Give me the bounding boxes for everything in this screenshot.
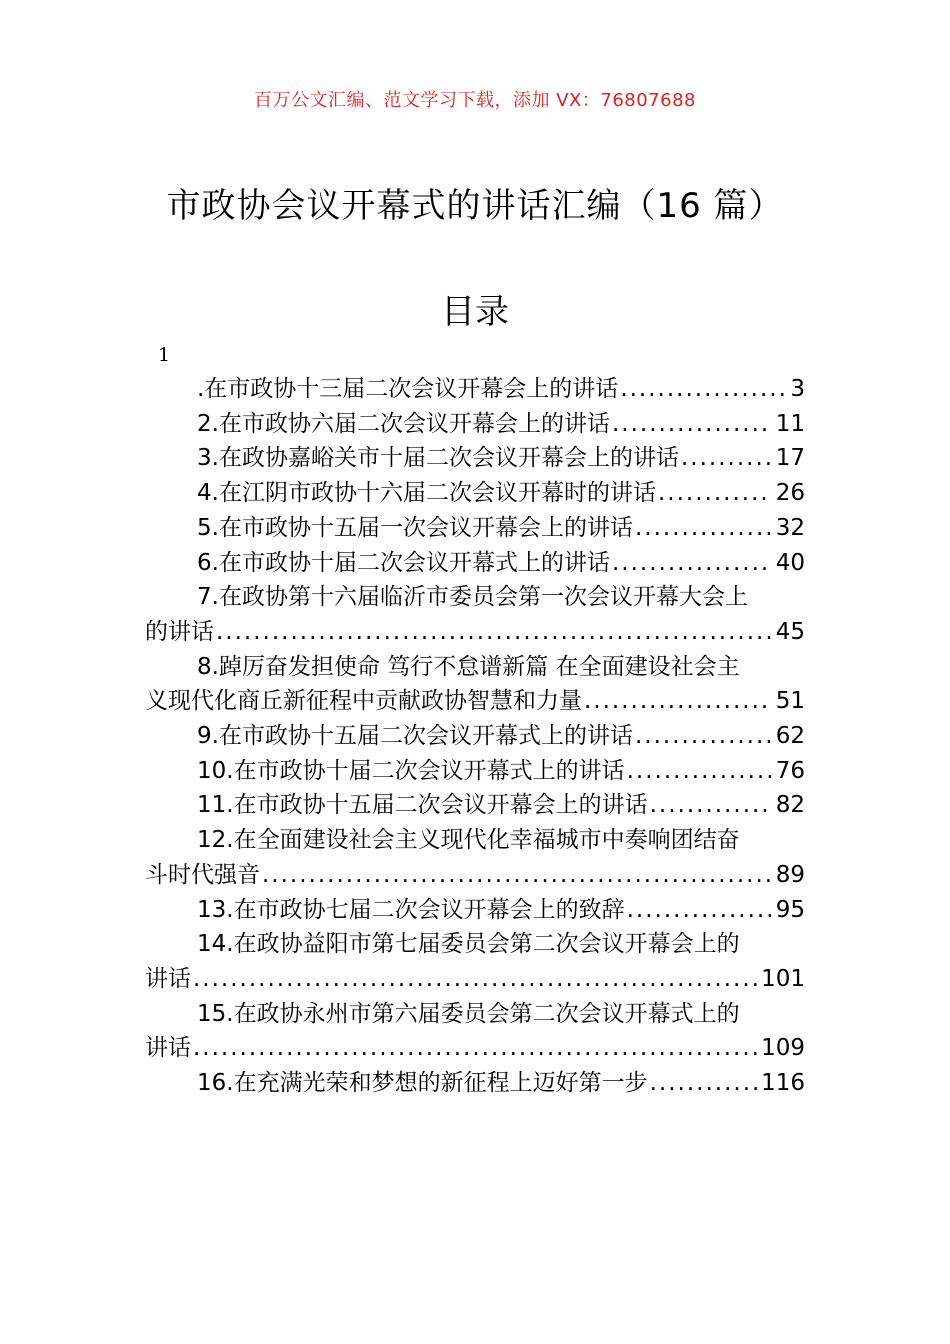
toc-entry-title-line [145,997,805,1032]
toc-entry-text: 13.在市政协七届二次会议开幕会上的致辞 [197,896,625,923]
toc-entry-title-line [145,580,805,615]
toc-entry-continuation-line [145,615,805,650]
toc-entry[interactable] [145,893,805,928]
toc-entry[interactable] [145,476,805,511]
toc-entry-continuation-line [145,684,805,719]
toc-entry[interactable] [145,372,805,407]
toc-entry-continuation-line [145,858,805,893]
promo-banner: 百万公文汇编、范文学习下载，添加 VX：76807688 [254,90,696,111]
toc-entry-title-line [145,823,805,858]
toc-page-number: 76 [775,757,805,784]
toc-page-number: 62 [775,723,805,750]
toc-entry[interactable] [145,754,805,789]
toc-entry-text: 义现代化商丘新征程中贡献政协智慧和力量 [145,688,582,715]
toc-entry-text: 15.在政协永州市第六届委员会第二次会议开幕式上的 [197,1000,740,1027]
dot-leader [635,511,772,546]
stray-page-number: 1 [158,344,171,366]
toc-entry-continuation-line [145,962,805,997]
toc-entry-text: 14.在政协益阳市第七届委员会第二次会议开幕会上的 [197,931,740,958]
toc-entry-title-line [145,511,805,546]
toc-entry-text: 10.在市政协十届二次会议开幕式上的讲话 [197,757,625,784]
toc-page-number: 11 [775,410,805,437]
toc-entry[interactable] [145,407,805,442]
toc-page-number: 82 [775,792,805,819]
dot-leader [216,615,772,650]
toc-entry[interactable] [145,788,805,823]
toc-entry[interactable] [145,823,805,892]
toc-entry-title-line [145,927,805,962]
toc-entry-text: 5.在市政协十五届一次会议开幕会上的讲话 [197,514,633,541]
toc-entry[interactable] [145,546,805,581]
toc-entry-title-line [145,788,805,823]
toc-entry[interactable] [145,719,805,754]
toc-entry-title-line [145,476,805,511]
dot-leader [650,788,772,823]
toc-entry-title-line [145,546,805,581]
dot-leader [627,754,772,789]
toc-page-number: 45 [775,618,805,645]
toc-entry-text: 8.踔厉奋发担使命 笃行不怠谱新篇 在全面建设社会主 [197,653,740,680]
toc-page-number: 95 [775,896,805,923]
toc-entry-title-line [145,407,805,442]
dot-leader [658,476,772,511]
toc-page-number: 109 [761,1035,805,1062]
dot-leader [193,962,757,997]
toc-entry[interactable] [145,997,805,1066]
toc-entry-text: 讲话 [145,1035,191,1062]
toc-entry-text: 12.在全面建设社会主义现代化幸福城市中奏响团结奋 [197,827,740,854]
toc-entry-text: 16.在充满光荣和梦想的新征程上迈好第一步 [197,1070,648,1097]
toc-entry-text: 4.在江阴市政协十六届二次会议开幕时的讲话 [197,480,656,507]
toc-page-number: 3 [790,376,805,402]
toc-entry-title-line [145,754,805,789]
dot-leader [584,684,772,719]
toc-entry-text: 7.在政协第十六届临沂市委员会第一次会议开幕大会上 [197,584,748,611]
toc-entry-title-line [145,719,805,754]
toc-entry-text: 斗时代强音 [145,861,260,888]
dot-leader [612,407,772,442]
toc-page-number: 26 [775,480,805,507]
toc-entry-text: 3.在政协嘉峪关市十届二次会议开幕会上的讲话 [197,445,679,472]
toc-entry[interactable] [145,580,805,649]
dot-leader [627,893,772,928]
toc-entry-text: 6.在市政协十届二次会议开幕式上的讲话 [197,549,610,576]
toc-entry-title-line [145,441,805,476]
toc-entry-text: .在市政协十三届二次会议开幕会上的讲话 [197,376,619,402]
toc-entry[interactable] [145,650,805,719]
toc-page-number: 101 [761,965,805,992]
dot-leader [620,372,786,407]
toc-page-number: 17 [775,445,805,472]
table-of-contents [145,372,805,1101]
dot-leader [635,719,772,754]
toc-entry-text: 9.在市政协十五届二次会议开幕式上的讲话 [197,723,633,750]
toc-page-number: 40 [775,549,805,576]
toc-entry-continuation-line [145,1031,805,1066]
toc-entry-title-line [145,1066,805,1101]
toc-entry[interactable] [145,927,805,996]
toc-page-number: 89 [775,861,805,888]
toc-page-number: 116 [761,1070,805,1097]
toc-entry-text: 11.在市政协十五届二次会议开幕会上的讲话 [197,792,648,819]
toc-entry-text: 讲话 [145,965,191,992]
document-title: 市政协会议开幕式的讲话汇编（16 篇） [166,186,784,226]
toc-entry-title-line [145,893,805,928]
toc-entry[interactable] [145,441,805,476]
toc-entry-title-line [145,372,805,407]
toc-page-number: 32 [775,514,805,541]
toc-entry[interactable] [145,511,805,546]
toc-entry[interactable] [145,1066,805,1101]
dot-leader [681,441,772,476]
dot-leader [193,1031,757,1066]
toc-heading: 目录 [441,292,509,332]
toc-page-number: 51 [775,688,805,715]
toc-entry-text: 2.在市政协六届二次会议开幕会上的讲话 [197,410,610,437]
toc-entry-text: 的讲话 [145,618,214,645]
toc-entry-title-line [145,650,805,685]
dot-leader [650,1066,758,1101]
dot-leader [262,858,772,893]
dot-leader [612,546,772,581]
